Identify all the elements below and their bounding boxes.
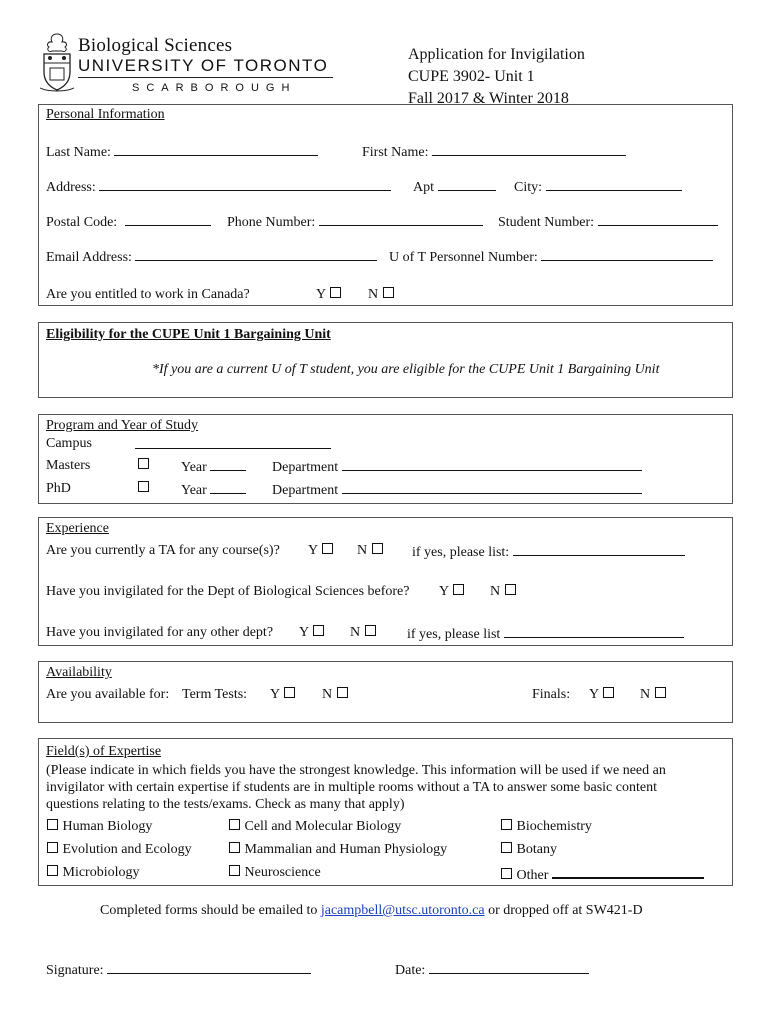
other-yes-checkbox[interactable] [313,625,324,636]
apt-field[interactable] [438,178,496,191]
address-label: Address: [46,180,96,195]
date-label: Date: [395,963,426,978]
finals-label: Finals: [532,687,571,702]
date-field[interactable] [429,961,589,974]
masters-year-label: Year [181,460,207,475]
ta-no-checkbox[interactable] [372,543,383,554]
human-biology-checkbox[interactable] [47,819,58,830]
term-tests-label: Term Tests: [182,687,248,702]
availability-question: Are you available for: [46,687,170,702]
dept-name: Biological Sciences [78,35,233,56]
masters-label: Masters [46,458,91,473]
botany-label: Botany [516,842,557,857]
personal-info-heading: Personal Information [46,107,165,122]
eligibility-note: *If you are a current U of T student, you are eligible for the CUPE Unit 1 Bargaining Unit [152,362,660,377]
microbiology-label: Microbiology [62,865,140,880]
other-no-label: N [350,625,361,640]
bio-no-checkbox[interactable] [505,584,516,595]
last-name-label: Last Name: [46,145,111,160]
cell-molecular-checkbox[interactable] [229,819,240,830]
title-line-2: CUPE 3902- Unit 1 [408,68,535,85]
other-list-field[interactable] [504,625,684,638]
masters-year-field[interactable] [210,458,246,471]
other-no-checkbox[interactable] [365,625,376,636]
logo-divider [78,77,333,78]
work-canada-yes-label: Y [316,287,326,302]
human-biology-label: Human Biology [62,819,153,834]
ta-question: Are you currently a TA for any course(s)? [46,543,280,558]
bio-yes-checkbox[interactable] [453,584,464,595]
phone-label: Phone Number: [227,215,316,230]
first-name-label: First Name: [362,145,429,160]
uoft-personnel-label: U of T Personnel Number: [389,250,538,265]
bio-no-label: N [490,584,501,599]
form-title [408,44,585,110]
phd-checkbox[interactable] [138,481,149,492]
title-line-1: Application for Invigilation [408,46,585,63]
submit-prefix: Completed forms should be emailed to [100,903,318,918]
bio-invigilated-question: Have you invigilated for the Dept of Biological Sciences before? [46,584,410,599]
signature-label: Signature: [46,963,104,978]
phone-field[interactable] [319,213,483,226]
phd-department-label: Department [272,483,339,498]
evolution-ecology-label: Evolution and Ecology [62,842,192,857]
city-label: City: [514,180,543,195]
phd-label: PhD [46,481,71,496]
campus-field[interactable] [135,436,331,449]
term-yes-checkbox[interactable] [284,687,295,698]
finals-no-label: N [640,687,651,702]
university-logo [40,32,340,102]
student-number-label: Student Number: [498,215,595,230]
biochemistry-label: Biochemistry [516,819,592,834]
email-field[interactable] [135,248,377,261]
first-name-field[interactable] [432,143,626,156]
expertise-heading: Field(s) of Expertise [46,744,162,759]
other-yes-label: Y [299,625,309,640]
evolution-ecology-checkbox[interactable] [47,842,58,853]
personal-info-section [38,104,733,306]
student-number-field[interactable] [598,213,718,226]
contact-email-link[interactable]: jacampbell@utsc.utoronto.ca [320,903,485,918]
submit-suffix: or dropped off at SW421-D [488,903,643,918]
other-field-label: Other [516,868,549,883]
mammalian-physiology-label: Mammalian and Human Physiology [244,842,448,857]
masters-department-label: Department [272,460,339,475]
other-field-input[interactable] [552,865,704,879]
apt-label: Apt [413,180,434,195]
masters-checkbox[interactable] [138,458,149,469]
eligibility-heading: Eligibility for the CUPE Unit 1 Bargaining Unit [46,327,331,342]
phd-year-field[interactable] [210,481,246,494]
address-field[interactable] [99,178,391,191]
bio-yes-label: Y [439,584,449,599]
title-line-3: Fall 2017 & Winter 2018 [408,90,569,107]
ta-list-label: if yes, please list: [412,545,510,560]
other-invigilated-question: Have you invigilated for any other dept? [46,625,274,640]
cell-molecular-label: Cell and Molecular Biology [244,819,402,834]
finals-yes-label: Y [589,687,599,702]
microbiology-checkbox[interactable] [47,865,58,876]
neuroscience-label: Neuroscience [244,865,321,880]
neuroscience-checkbox[interactable] [229,865,240,876]
term-no-label: N [322,687,333,702]
last-name-field[interactable] [114,143,318,156]
email-label: Email Address: [46,250,132,265]
work-canada-no-label: N [368,287,379,302]
university-name: UNIVERSITY OF TORONTO [78,56,329,75]
finals-no-checkbox[interactable] [655,687,666,698]
botany-checkbox[interactable] [501,842,512,853]
uoft-personnel-field[interactable] [541,248,713,261]
phd-year-label: Year [181,483,207,498]
ta-yes-checkbox[interactable] [322,543,333,554]
work-canada-yes-checkbox[interactable] [330,287,341,298]
work-canada-no-checkbox[interactable] [383,287,394,298]
signature-field[interactable] [107,961,311,974]
postal-code-label: Postal Code: [46,215,118,230]
experience-heading: Experience [46,521,109,536]
submission-instructions [100,903,643,919]
crest-icon [40,32,74,94]
ta-list-field[interactable] [513,543,685,556]
postal-code-field[interactable] [125,213,211,226]
term-no-checkbox[interactable] [337,687,348,698]
phd-department-field[interactable] [342,481,642,494]
ta-yes-label: Y [308,543,318,558]
mammalian-physiology-checkbox[interactable] [229,842,240,853]
work-canada-question: Are you entitled to work in Canada? [46,287,250,302]
expertise-instructions: (Please indicate in which fields you have the strongest knowledge. This information will be used if we need an invigilator with certain expertise if students are in multiple rooms without a TA to answer some basic content questions relating to the tests/exams. Check as many that apply) [46,763,666,812]
term-yes-label: Y [270,687,280,702]
ta-no-label: N [357,543,368,558]
other-list-label: if yes, please list [407,627,501,642]
finals-yes-checkbox[interactable] [603,687,614,698]
campus-name: SCARBOROUGH [132,82,297,94]
program-heading: Program and Year of Study [46,418,199,433]
availability-heading: Availability [46,665,112,680]
other-field-checkbox[interactable] [501,868,512,879]
city-field[interactable] [546,178,682,191]
campus-label: Campus [46,436,92,451]
biochemistry-checkbox[interactable] [501,819,512,830]
masters-department-field[interactable] [342,458,642,471]
